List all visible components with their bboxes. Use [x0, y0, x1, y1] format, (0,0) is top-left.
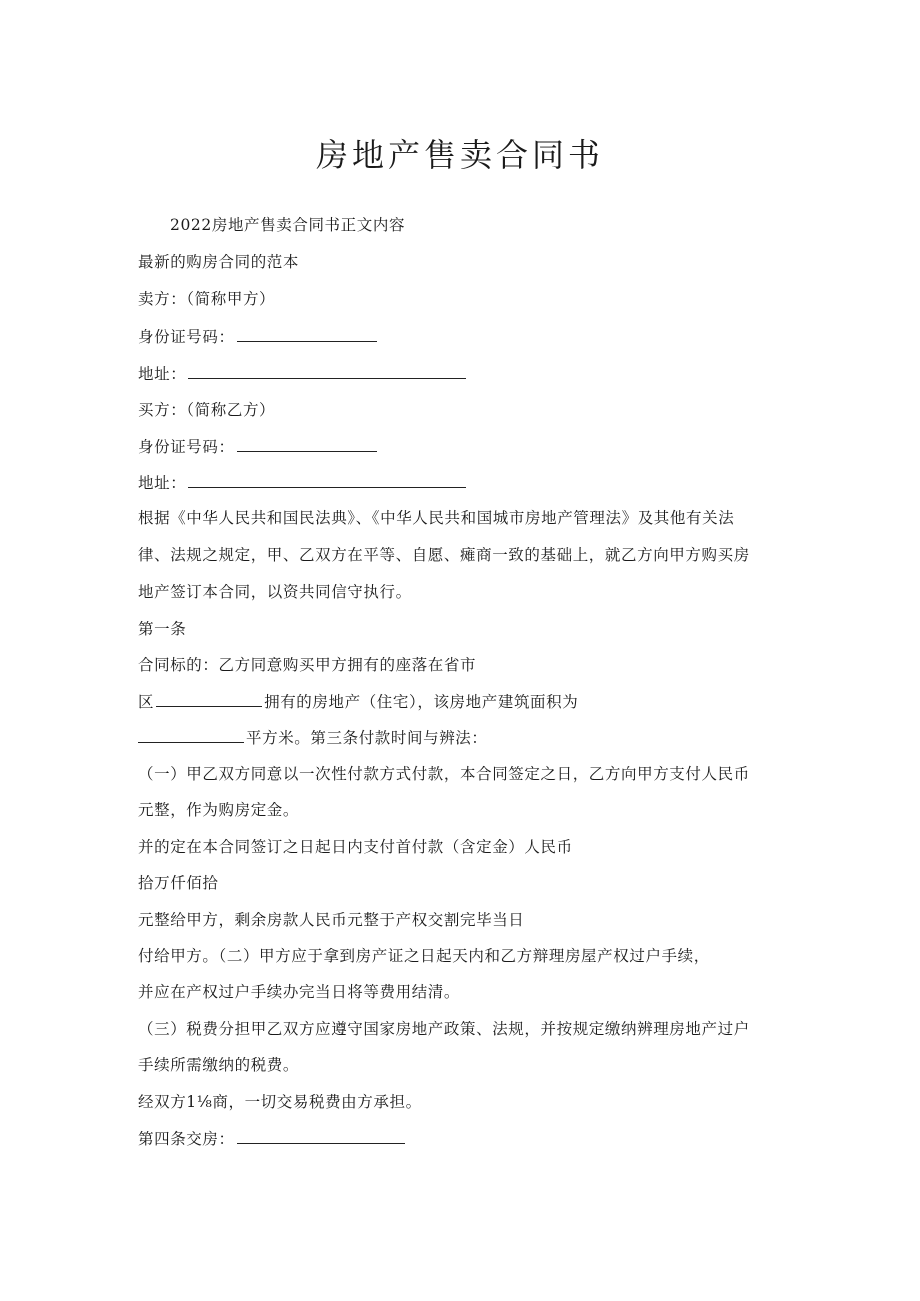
intro-line: 2022房地产售卖合同书正文内容	[170, 216, 406, 234]
seller-address-line	[138, 362, 788, 385]
district-blank	[156, 690, 262, 707]
body-line: 合同标的：乙方同意购买甲方拥有的座落在省市	[138, 656, 477, 674]
seller-id-line	[138, 325, 788, 348]
article-heading: 第一条	[138, 620, 187, 638]
buyer-id-line	[138, 435, 788, 458]
area-blank	[138, 726, 244, 743]
area-text: 平方米。第三条付款时间与辨法：	[246, 729, 488, 747]
seller-address-label: 地址：	[138, 365, 187, 383]
body-line: 付给甲方。（二）甲方应于拿到房产证之日起天内和乙方辩理房屋产权过户手续，	[138, 947, 710, 965]
buyer-id-label: 身份证号码：	[138, 438, 235, 456]
seller-id-label: 身份证号码：	[138, 328, 235, 346]
handover-blank	[237, 1127, 405, 1144]
body-line: 地产签订本合同，以资共同信守执行。	[138, 583, 412, 601]
buyer-id-blank	[237, 435, 377, 452]
subtitle-line: 最新的购房合同的范本	[138, 253, 300, 271]
body-line: 并的定在本合同签订之日起日内支付首付款（含定金）人民币	[138, 838, 573, 856]
buyer-address-blank	[188, 471, 466, 488]
body-line: 拾万仟佰拾	[138, 874, 219, 892]
body-line: 手续所需缴纳的税费。	[138, 1056, 300, 1074]
body-line: 元整，作为购房定金。	[138, 801, 300, 819]
body-line: 根据《中华人民共和国民法典》、《中华人民共和国城市房地产管理法》及其他有关法	[138, 509, 735, 527]
seller-line: 卖方：（简称甲方）	[138, 290, 276, 308]
area-line	[138, 726, 788, 749]
document-title: 房地产售卖合同书	[315, 136, 604, 174]
body-line: 并应在产权过户手续办完当日将等费用结清。	[138, 983, 461, 1001]
body-line: 元整给甲方，剩余房款人民币元整于产权交割完毕当日	[138, 911, 525, 929]
handover-label: 第四条交房：	[138, 1130, 235, 1148]
body-line: 律、法规之规定，甲、乙双方在平等、自愿、瘫商一致的基础上，就乙方向甲方购买房	[138, 546, 750, 564]
district-text: 拥有的房地产（住宅），该房地产建筑面积为	[264, 693, 579, 711]
body-line: （三）税费分担甲乙双方应遵守国家房地产政策、法规，并按规定缴纳辨理房地产过户	[138, 1020, 750, 1038]
buyer-address-label: 地址：	[138, 474, 187, 492]
buyer-line: 买方：（简称乙方）	[138, 401, 276, 419]
buyer-address-line	[138, 471, 788, 494]
seller-id-blank	[237, 325, 377, 342]
body-line: 经双方1⅛商，一切交易税费由方承担。	[138, 1093, 422, 1111]
body-line: （一）甲乙双方同意以一次性付款方式付款，本合同签定之日，乙方向甲方支付人民币	[138, 765, 750, 783]
seller-address-blank	[188, 362, 466, 379]
handover-line	[138, 1127, 788, 1150]
district-label: 区	[138, 693, 155, 711]
district-line	[138, 690, 788, 713]
